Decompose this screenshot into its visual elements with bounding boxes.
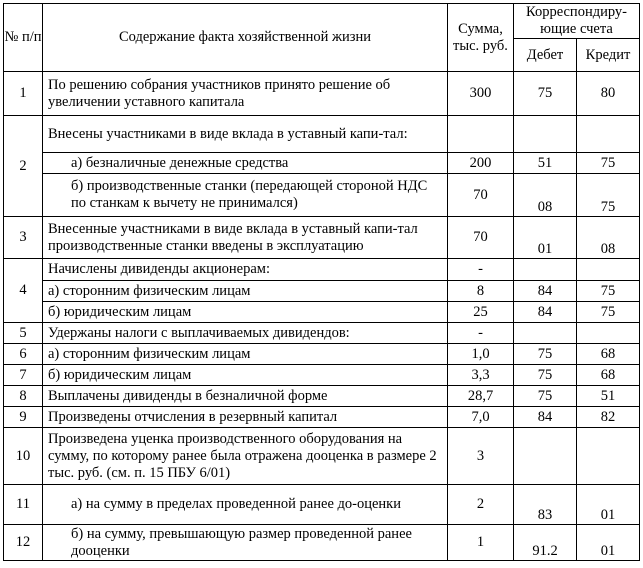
row-debit: 08	[514, 174, 577, 217]
row-text: б) юридическим лицам	[43, 302, 448, 323]
row-debit	[514, 116, 577, 153]
table-row	[4, 72, 640, 116]
row-sum: 1,0	[448, 344, 514, 365]
row-credit	[577, 428, 640, 485]
row-text: а) сторонним физическим лицам	[43, 344, 448, 365]
row-sum: 200	[448, 153, 514, 174]
row-sum: -	[448, 259, 514, 281]
accounting-entries-table	[3, 3, 640, 561]
row-sum: 70	[448, 174, 514, 217]
row-text: б) юридическим лицам	[43, 365, 448, 386]
row-credit: 80	[577, 72, 640, 116]
row-num: 4	[4, 259, 43, 323]
row-text: а) сторонним физическим лицам	[43, 281, 448, 302]
row-credit: 75	[577, 302, 640, 323]
row-text: Начислены дивиденды акционерам:	[43, 259, 448, 281]
row-text: а) на сумму в пределах проведенной ранее до-оценки	[43, 485, 448, 525]
row-num: 10	[4, 428, 43, 485]
row-num: 9	[4, 407, 43, 428]
row-credit: 68	[577, 365, 640, 386]
table-row	[4, 323, 640, 344]
row-text: Удержаны налоги с выплачиваемых дивидендов:	[43, 323, 448, 344]
row-num: 1	[4, 72, 43, 116]
row-debit: 75	[514, 344, 577, 365]
row-text: Произведены отчисления в резервный капитал	[43, 407, 448, 428]
header-num: № п/п	[4, 4, 43, 72]
row-sum: 25	[448, 302, 514, 323]
row-sum: -	[448, 323, 514, 344]
row-num: 5	[4, 323, 43, 344]
table-row	[4, 302, 640, 323]
table-row	[4, 525, 640, 561]
table-row	[4, 153, 640, 174]
row-credit: 01	[577, 485, 640, 525]
row-num: 6	[4, 344, 43, 365]
row-num: 3	[4, 217, 43, 259]
row-debit: 84	[514, 407, 577, 428]
row-debit: 01	[514, 217, 577, 259]
row-sum: 8	[448, 281, 514, 302]
row-text: По решению собрания участников принято решение об увеличении уставного капитала	[43, 72, 448, 116]
row-credit: 75	[577, 281, 640, 302]
row-text: Выплачены дивиденды в безналичной форме	[43, 386, 448, 407]
row-num: 8	[4, 386, 43, 407]
row-debit: 75	[514, 72, 577, 116]
table-row	[4, 386, 640, 407]
header-sum: Сумма, тыс. руб.	[448, 4, 514, 72]
row-text: Произведена уценка производственного оборудования на сумму, по которому ранее была отражена дооценка в размере 2 тыс. руб. (см. п. 15 ПБУ 6/01)	[43, 428, 448, 485]
row-text: б) производственные станки (передающей стороной НДС по станкам к вычету не принимался)	[43, 174, 448, 217]
row-sum: 70	[448, 217, 514, 259]
table-row	[4, 407, 640, 428]
row-sum: 2	[448, 485, 514, 525]
table-row	[4, 365, 640, 386]
row-text: Внесенные участниками в виде вклада в уставный капи-тал производственные станки введены в эксплуатацию	[43, 217, 448, 259]
row-credit	[577, 116, 640, 153]
row-num: 11	[4, 485, 43, 525]
row-debit	[514, 323, 577, 344]
row-debit	[514, 428, 577, 485]
row-text: Внесены участниками в виде вклада в уставный капи-тал:	[43, 116, 448, 153]
row-sum: 1	[448, 525, 514, 561]
row-text: б) на сумму, превышающую размер проведенной ранее дооценки	[43, 525, 448, 561]
row-credit: 75	[577, 174, 640, 217]
table-row	[4, 344, 640, 365]
row-debit: 75	[514, 386, 577, 407]
row-debit: 75	[514, 365, 577, 386]
header-debit: Дебет	[514, 39, 577, 72]
row-text: а) безналичные денежные средства	[43, 153, 448, 174]
row-debit: 83	[514, 485, 577, 525]
row-credit: 08	[577, 217, 640, 259]
table-row	[4, 259, 640, 281]
table-row	[4, 116, 640, 153]
table-row	[4, 485, 640, 525]
header-content: Содержание факта хозяйственной жизни	[43, 4, 448, 72]
row-debit: 84	[514, 302, 577, 323]
row-sum: 28,7	[448, 386, 514, 407]
row-sum: 7,0	[448, 407, 514, 428]
row-debit: 84	[514, 281, 577, 302]
row-sum	[448, 116, 514, 153]
row-sum: 3,3	[448, 365, 514, 386]
row-credit: 51	[577, 386, 640, 407]
row-credit: 82	[577, 407, 640, 428]
table-row	[4, 281, 640, 302]
row-credit	[577, 323, 640, 344]
row-debit: 51	[514, 153, 577, 174]
header-credit: Кредит	[577, 39, 640, 72]
row-sum: 3	[448, 428, 514, 485]
row-debit	[514, 259, 577, 281]
row-sum: 300	[448, 72, 514, 116]
row-credit: 01	[577, 525, 640, 561]
row-num: 2	[4, 116, 43, 217]
row-num: 12	[4, 525, 43, 561]
table-row	[4, 428, 640, 485]
row-credit: 68	[577, 344, 640, 365]
row-credit: 75	[577, 153, 640, 174]
header-row	[4, 4, 640, 39]
header-accounts: Корреспондиру-ющие счета	[514, 4, 640, 39]
row-debit: 91.2	[514, 525, 577, 561]
table-row	[4, 174, 640, 217]
row-credit	[577, 259, 640, 281]
row-num: 7	[4, 365, 43, 386]
table-row	[4, 217, 640, 259]
